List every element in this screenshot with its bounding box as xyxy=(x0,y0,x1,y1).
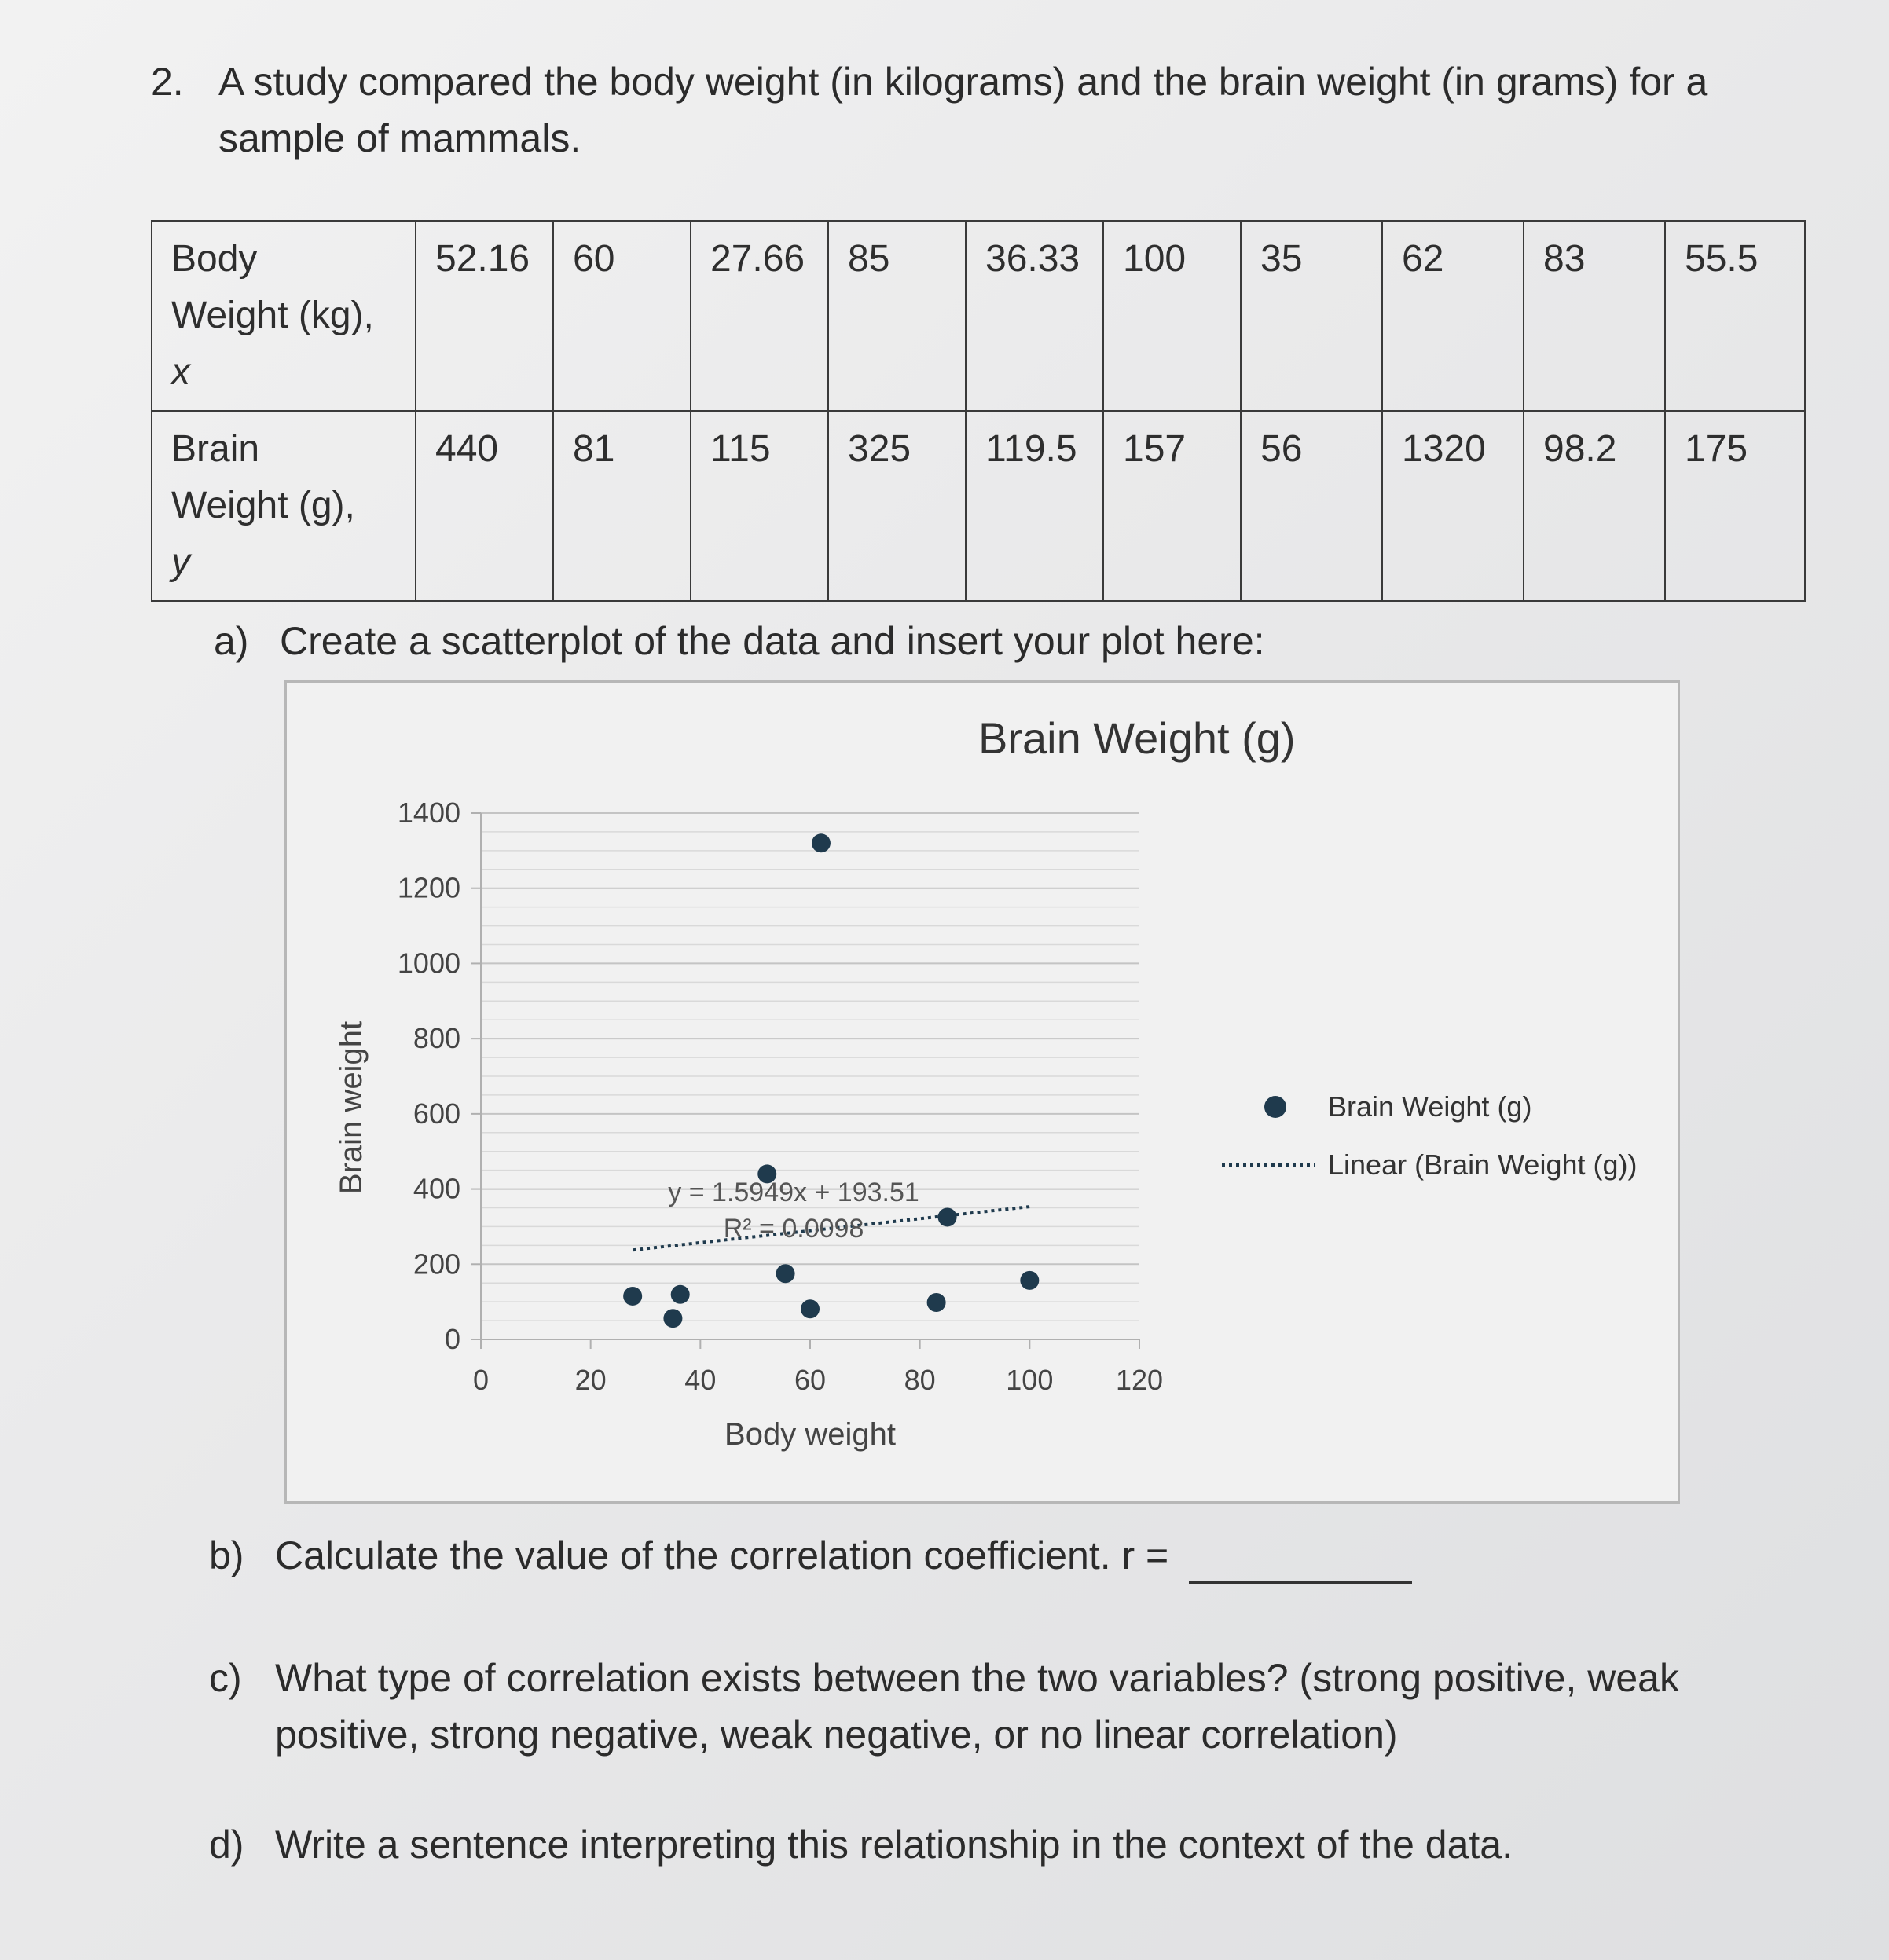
table-cell: 100 xyxy=(1103,221,1241,411)
table-cell: 119.5 xyxy=(966,411,1103,601)
data-point xyxy=(812,833,831,852)
table-cell: 60 xyxy=(553,221,691,411)
legend-layer xyxy=(1222,1090,1638,1181)
part-a-text: Create a scatterplot of the data and insert your plot here: xyxy=(280,619,1265,663)
table-cell: 27.66 xyxy=(691,221,828,411)
table-cell: 62 xyxy=(1382,221,1524,411)
header-line: Brain xyxy=(171,428,260,470)
part-d-text: Write a sentence interpreting this relationship in the context of the data. xyxy=(275,1823,1513,1867)
data-point xyxy=(671,1285,690,1304)
legend-label-trend: Linear (Brain Weight (g)) xyxy=(1328,1149,1638,1181)
question-text: A study compared the body weight (in kilograms) and the brain weight (in grams) for a sample of mammals. xyxy=(218,60,1708,160)
data-point xyxy=(801,1299,820,1318)
x-tick-label: 20 xyxy=(574,1364,607,1396)
data-point xyxy=(938,1207,957,1226)
data-point xyxy=(663,1309,682,1328)
brain-weight-header xyxy=(152,411,416,601)
legend-marker-series xyxy=(1264,1096,1286,1118)
table-cell: 36.33 xyxy=(966,221,1103,411)
scatterplot-chart xyxy=(284,680,1680,1504)
y-tick-label: 1000 xyxy=(397,947,460,980)
x-tick-label: 80 xyxy=(904,1364,936,1396)
table-cell: 440 xyxy=(416,411,553,601)
table-cell: 83 xyxy=(1524,221,1665,411)
table-cell: 81 xyxy=(553,411,691,601)
table-cell: 56 xyxy=(1241,411,1382,601)
part-b-body xyxy=(275,1527,1768,1584)
header-line: x xyxy=(171,351,190,393)
trendline-r-squared: R² = 0.0098 xyxy=(723,1213,864,1244)
x-tick-label: 40 xyxy=(684,1364,717,1396)
table-cell: 35 xyxy=(1241,221,1382,411)
chart-title: Brain Weight (g) xyxy=(978,713,1296,763)
y-tick-label: 200 xyxy=(413,1247,460,1280)
y-tick-label: 1200 xyxy=(397,871,460,904)
y-tick-label: 0 xyxy=(444,1323,460,1355)
x-tick-label: 0 xyxy=(472,1364,490,1396)
table-cell: 1320 xyxy=(1382,411,1524,601)
axis-layer xyxy=(334,797,1163,1452)
brain-weight-row xyxy=(152,411,1805,601)
label-layer xyxy=(668,1178,919,1244)
trendline-equation: y = 1.5949x + 193.51 xyxy=(668,1177,919,1207)
part-d-letter: d) xyxy=(209,1823,244,1867)
table-cell: 55.5 xyxy=(1665,221,1805,411)
legend-label-series: Brain Weight (g) xyxy=(1328,1090,1532,1123)
part-a-letter: a) xyxy=(214,619,249,663)
part-c-letter: c) xyxy=(209,1656,242,1700)
y-tick-label: 1400 xyxy=(397,797,460,829)
answer-blank[interactable] xyxy=(1189,1541,1412,1584)
x-tick-label: 100 xyxy=(1006,1364,1054,1396)
table-cell: 175 xyxy=(1665,411,1805,601)
grid-layer xyxy=(481,813,1139,1339)
y-axis-title: Brain weight xyxy=(334,1020,369,1195)
y-tick-label: 400 xyxy=(413,1172,460,1205)
header-line: Weight (kg), xyxy=(171,295,374,336)
table-cell: 85 xyxy=(828,221,966,411)
y-tick-label: 600 xyxy=(413,1097,460,1130)
data-point xyxy=(776,1264,795,1283)
data-point xyxy=(1020,1271,1039,1290)
header-line: Body xyxy=(171,238,258,280)
x-axis-title: Body weight xyxy=(724,1417,896,1452)
point-layer xyxy=(623,833,1039,1328)
x-tick-label: 60 xyxy=(794,1364,827,1396)
header-line: y xyxy=(171,541,190,583)
data-point xyxy=(623,1287,642,1306)
part-b-letter: b) xyxy=(209,1533,244,1577)
body-weight-header xyxy=(152,221,416,411)
part-c-text: What type of correlation exists between the two variables? (strong positive, weak positive, strong negative, weak negative, or no linear correlation) xyxy=(275,1656,1679,1757)
data-point xyxy=(927,1293,946,1312)
question-number: 2. xyxy=(151,60,184,104)
y-tick-label: 800 xyxy=(413,1022,460,1055)
table-cell: 52.16 xyxy=(416,221,553,411)
x-tick-label: 120 xyxy=(1115,1364,1164,1396)
table-cell: 98.2 xyxy=(1524,411,1665,601)
data-table xyxy=(151,220,1806,602)
table-cell: 115 xyxy=(691,411,828,601)
table-cell: 157 xyxy=(1103,411,1241,601)
table-cell: 325 xyxy=(828,411,966,601)
body-weight-row xyxy=(152,221,1805,411)
part-b-text: Calculate the value of the correlation coefficient. r = xyxy=(275,1533,1169,1577)
chart-svg xyxy=(287,683,1678,1501)
header-line: Weight (g), xyxy=(171,485,355,526)
